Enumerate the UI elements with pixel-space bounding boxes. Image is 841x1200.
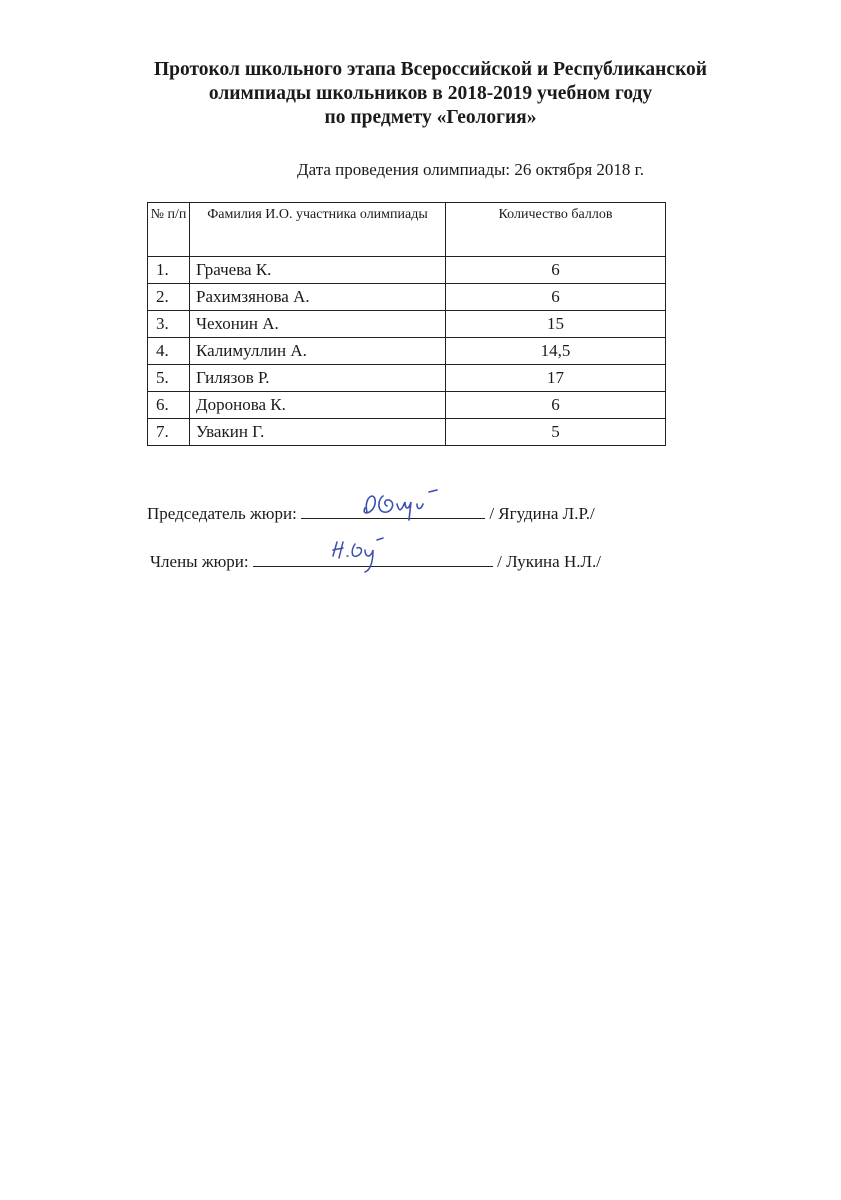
- row-number: 2.: [148, 284, 190, 311]
- row-name: Рахимзянова А.: [190, 284, 446, 311]
- row-score: 14,5: [446, 338, 666, 365]
- table-row: [148, 284, 666, 311]
- table-row: [148, 419, 666, 446]
- results-table: [147, 202, 666, 446]
- table-row: [148, 257, 666, 284]
- row-number: 6.: [148, 392, 190, 419]
- header-score: Количество баллов: [446, 203, 666, 257]
- row-number: 3.: [148, 311, 190, 338]
- members-name: / Лукина Н.Л./: [497, 552, 601, 571]
- header-name: Фамилия И.О. участника олимпиады: [190, 203, 446, 257]
- title-line-2: олимпиады школьников в 2018-2019 учебном году: [208, 83, 653, 104]
- row-name: Чехонин А.: [190, 311, 446, 338]
- row-name: Гилязов Р.: [190, 365, 446, 392]
- olympiad-date: Дата проведения олимпиады: 26 октября 2018 г.: [297, 160, 644, 179]
- row-number: 7.: [148, 419, 190, 446]
- chair-signature-line: [147, 500, 595, 524]
- chair-label: Председатель жюри:: [147, 504, 297, 523]
- row-name: Грачева К.: [190, 257, 446, 284]
- row-score: 15: [446, 311, 666, 338]
- table-row: [148, 365, 666, 392]
- members-signature-blank: [253, 548, 493, 567]
- table-row: [148, 311, 666, 338]
- title-line-3: по предмету «Геология»: [324, 107, 537, 128]
- row-score: 6: [446, 392, 666, 419]
- row-number: 5.: [148, 365, 190, 392]
- header-number: № п/п: [148, 203, 190, 257]
- row-number: 4.: [148, 338, 190, 365]
- chair-name: / Ягудина Л.Р./: [489, 504, 595, 523]
- chair-signature-mark: [353, 486, 473, 526]
- members-signature-line: [150, 548, 601, 572]
- title-line-1: Протокол школьного этапа Всероссийской и Республиканской: [153, 59, 708, 80]
- row-number: 1.: [148, 257, 190, 284]
- members-signature-mark: [327, 534, 407, 578]
- document-title: [60, 58, 801, 130]
- row-name: Доронова К.: [190, 392, 446, 419]
- row-name: Калимуллин А.: [190, 338, 446, 365]
- chair-signature-blank: [301, 500, 485, 519]
- row-name: Увакин Г.: [190, 419, 446, 446]
- table-row: [148, 392, 666, 419]
- members-label: Члены жюри:: [150, 552, 249, 571]
- table-row: [148, 338, 666, 365]
- row-score: 17: [446, 365, 666, 392]
- row-score: 5: [446, 419, 666, 446]
- row-score: 6: [446, 284, 666, 311]
- table-header-row: [148, 203, 666, 257]
- row-score: 6: [446, 257, 666, 284]
